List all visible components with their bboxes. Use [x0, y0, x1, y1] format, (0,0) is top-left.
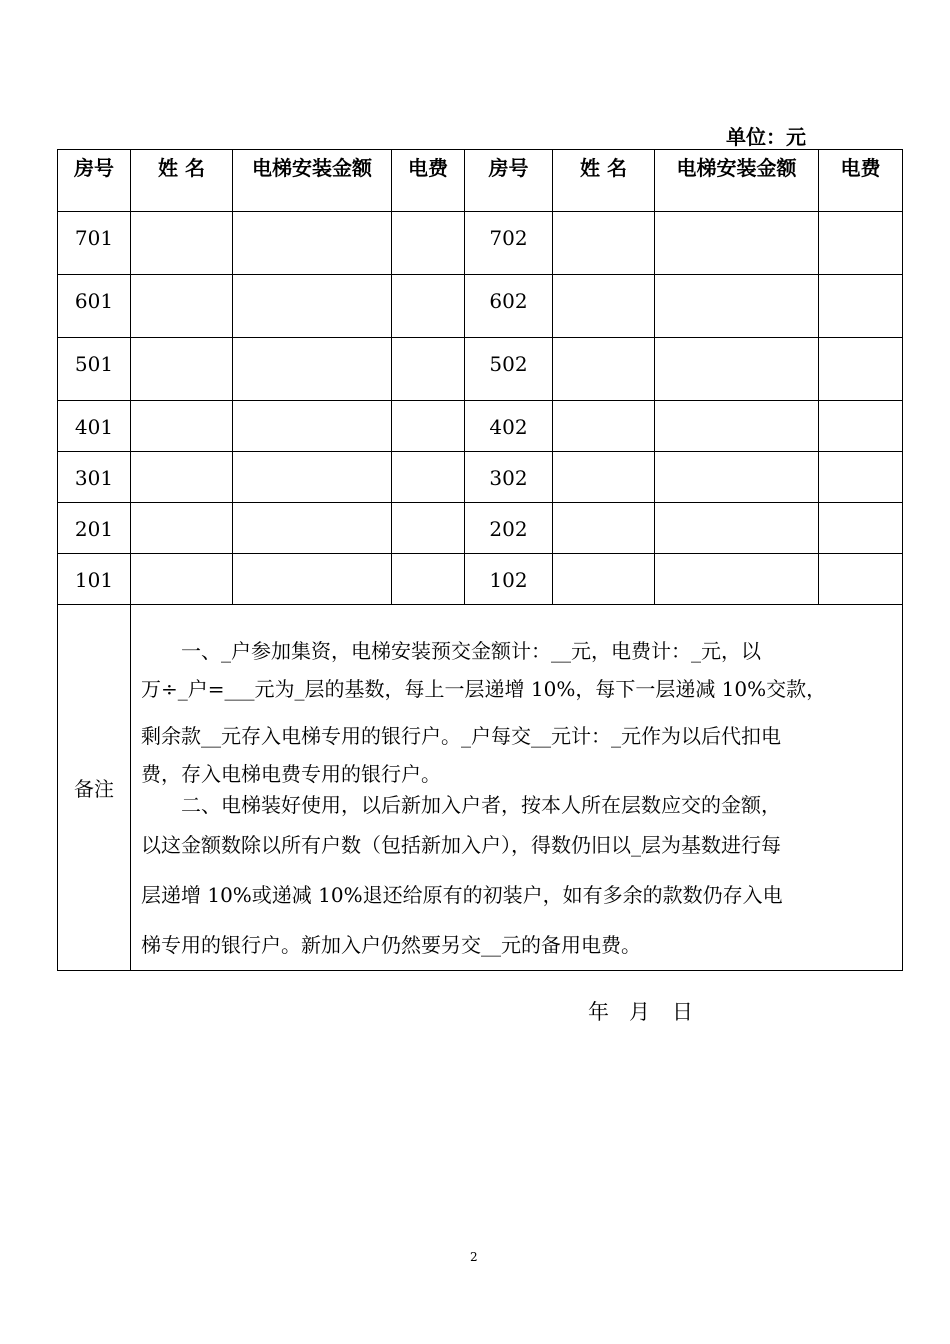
- electric-fee-cell[interactable]: [392, 554, 465, 605]
- name-cell[interactable]: [131, 212, 233, 275]
- electric-fee-cell[interactable]: [819, 452, 903, 503]
- install-amount-cell[interactable]: [655, 401, 819, 452]
- notes-paragraph-2: [141, 790, 894, 970]
- name-cell[interactable]: [131, 401, 233, 452]
- name-cell[interactable]: [553, 275, 655, 338]
- name-cell[interactable]: [131, 452, 233, 503]
- name-cell[interactable]: [131, 503, 233, 554]
- fee-table: [57, 149, 903, 971]
- electric-fee-cell[interactable]: [819, 338, 903, 401]
- name-cell[interactable]: [131, 554, 233, 605]
- room-number: 401: [58, 401, 131, 452]
- electric-fee-cell[interactable]: [819, 401, 903, 452]
- room-number: 702: [465, 212, 553, 275]
- room-number: 302: [465, 452, 553, 503]
- table-row: [58, 452, 903, 503]
- unit-label: 单位：元: [726, 125, 806, 149]
- table-row: [58, 338, 903, 401]
- name-cell[interactable]: [553, 503, 655, 554]
- room-number: 502: [465, 338, 553, 401]
- room-number: 402: [465, 401, 553, 452]
- page-number: 2: [470, 1250, 478, 1264]
- notes-line: 二、电梯装好使用，以后新加入户者，按本人所在层数应交的金额，: [181, 793, 781, 817]
- room-number: 101: [58, 554, 131, 605]
- install-amount-cell[interactable]: [233, 212, 392, 275]
- install-amount-cell[interactable]: [655, 212, 819, 275]
- notes-line: 万÷_户=___元为_层的基数，每上一层递增 10%，每下一层递减 10%交款，: [141, 677, 827, 701]
- notes-body: [131, 605, 903, 971]
- electric-fee-cell[interactable]: [392, 275, 465, 338]
- table-header-row: [58, 150, 903, 212]
- install-amount-cell[interactable]: [655, 338, 819, 401]
- electric-fee-cell[interactable]: [392, 212, 465, 275]
- install-amount-cell[interactable]: [655, 503, 819, 554]
- notes-line: 一、_户参加集资，电梯安装预交金额计：__元，电费计：_元，以: [181, 639, 761, 663]
- room-number: 601: [58, 275, 131, 338]
- name-cell[interactable]: [553, 554, 655, 605]
- table-row: [58, 275, 903, 338]
- header-install-amount-left: 电梯安装金额: [233, 150, 392, 212]
- electric-fee-cell[interactable]: [392, 338, 465, 401]
- install-amount-cell[interactable]: [233, 554, 392, 605]
- install-amount-cell[interactable]: [233, 452, 392, 503]
- name-cell[interactable]: [553, 212, 655, 275]
- electric-fee-cell[interactable]: [819, 554, 903, 605]
- table-row: [58, 503, 903, 554]
- electric-fee-cell[interactable]: [819, 212, 903, 275]
- header-install-amount-right: 电梯安装金额: [655, 150, 819, 212]
- notes-line: 层递增 10%或递减 10%退还给原有的初装户，如有多余的款数仍存入电: [141, 883, 783, 907]
- name-cell[interactable]: [553, 401, 655, 452]
- notes-paragraph-1: [141, 633, 894, 790]
- room-number: 202: [465, 503, 553, 554]
- name-cell[interactable]: [131, 338, 233, 401]
- room-number: 201: [58, 503, 131, 554]
- name-cell[interactable]: [553, 338, 655, 401]
- install-amount-cell[interactable]: [233, 503, 392, 554]
- electric-fee-cell[interactable]: [819, 275, 903, 338]
- electric-fee-cell[interactable]: [819, 503, 903, 554]
- install-amount-cell[interactable]: [655, 554, 819, 605]
- header-electric-fee-right: 电费: [819, 150, 903, 212]
- header-name-right: 姓 名: [553, 150, 655, 212]
- notes-line: 剩余款__元存入电梯专用的银行户。_户每交__元计：_元作为以后代扣电: [141, 724, 781, 748]
- electric-fee-cell[interactable]: [392, 452, 465, 503]
- header-name-left: 姓 名: [131, 150, 233, 212]
- room-number: 301: [58, 452, 131, 503]
- table-row: [58, 401, 903, 452]
- install-amount-cell[interactable]: [655, 452, 819, 503]
- install-amount-cell[interactable]: [233, 401, 392, 452]
- name-cell[interactable]: [131, 275, 233, 338]
- table-row: [58, 554, 903, 605]
- notes-line: 以这金额数除以所有户数（包括新加入户），得数仍旧以_层为基数进行每: [141, 833, 781, 857]
- install-amount-cell[interactable]: [233, 275, 392, 338]
- notes-line: 费，存入电梯电费专用的银行户。: [141, 762, 441, 786]
- date-month: 月: [629, 1000, 650, 1024]
- room-number: 102: [465, 554, 553, 605]
- notes-row: [58, 605, 903, 971]
- notes-label: 备注: [58, 605, 131, 971]
- header-room-left: 房号: [58, 150, 131, 212]
- header-room-right: 房号: [465, 150, 553, 212]
- room-number: 602: [465, 275, 553, 338]
- room-number: 701: [58, 212, 131, 275]
- install-amount-cell[interactable]: [233, 338, 392, 401]
- install-amount-cell[interactable]: [655, 275, 819, 338]
- notes-line: 梯专用的银行户。新加入户仍然要另交__元的备用电费。: [141, 933, 641, 957]
- date-day: 日: [672, 1000, 693, 1024]
- name-cell[interactable]: [553, 452, 655, 503]
- electric-fee-cell[interactable]: [392, 401, 465, 452]
- table-row: [58, 212, 903, 275]
- header-electric-fee-left: 电费: [392, 150, 465, 212]
- electric-fee-cell[interactable]: [392, 503, 465, 554]
- room-number: 501: [58, 338, 131, 401]
- date-line: [588, 996, 693, 1026]
- date-year: 年: [588, 1000, 609, 1024]
